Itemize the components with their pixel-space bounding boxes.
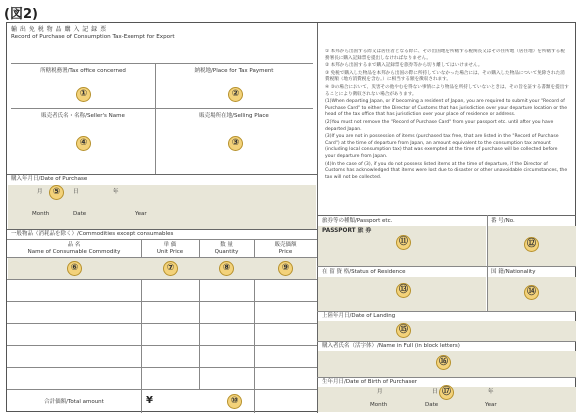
marker-9: ⑨ bbox=[278, 261, 293, 276]
table-row bbox=[7, 389, 317, 390]
purchase-year-jp: 年 bbox=[113, 189, 119, 195]
marker-13: ⑬ bbox=[396, 283, 411, 298]
col-unit-jp: 単 価 bbox=[163, 242, 177, 248]
marker-8: ⑧ bbox=[219, 261, 234, 276]
marker-7: ⑦ bbox=[163, 261, 178, 276]
marker-2: ② bbox=[228, 87, 243, 102]
purchase-year-en: Year bbox=[135, 211, 147, 217]
birth-year-jp: 年 bbox=[488, 389, 494, 395]
col-qty-en: Quantity bbox=[214, 249, 239, 255]
table-row-shaded bbox=[8, 258, 316, 279]
landing-area bbox=[318, 321, 576, 341]
note-jp-3: ③ 免税で購入した物品を本邦から出国の際に所持していなかった場合には、その購入した物品について免除された消費税額（地方消費税を含む。）に相当する額を徴収されます。 bbox=[325, 70, 565, 83]
rule bbox=[11, 63, 313, 64]
table-row bbox=[7, 323, 317, 324]
marker-12: ⑫ bbox=[524, 237, 539, 252]
form-title-jp: 輸 出 免 税 物 品 購 入 記 録 票 bbox=[11, 26, 107, 33]
birth-month-jp: 月 bbox=[377, 389, 383, 395]
note-en-4: (4)In the case of (3), if you do not possess listed items at the time of departure, if the Director of Customs has acknowledged that items were lost due to disaster or other unavoidable circumstances, the tax will not be collected. bbox=[325, 161, 568, 180]
form-title-en: Record of Purchase of Consumption Tax-Exempt for Export bbox=[11, 34, 175, 40]
purchase-record-form bbox=[6, 22, 576, 412]
notes-text bbox=[325, 49, 569, 182]
note-en-3: (3)If you are not in possession of items (purchased tax free, that are listed in the "Record of Purchase Card") at the time of departure from Japan, an amount equivalent to the consumption tax amount (including local consumption tax) that was exempted at the time of purchase will be collected before your departure from Japan. bbox=[325, 134, 559, 159]
commodities-label: 一般物品（消耗品を除く）/Commodities except consumables bbox=[11, 231, 174, 237]
col-qty-jp: 数 量 bbox=[220, 242, 233, 248]
passport-type-value: PASSPORT 旅 券 bbox=[322, 228, 372, 234]
purchase-month-en: Month bbox=[32, 211, 50, 217]
passport-type-label: 旅券等の種類/Passport etc. bbox=[322, 218, 393, 224]
date-of-purchase-label: 購入年月日/Date of Purchase bbox=[11, 176, 88, 182]
yen-symbol: ¥ bbox=[146, 395, 153, 406]
marker-1: ① bbox=[76, 87, 91, 102]
purchase-month-jp: 月 bbox=[37, 189, 43, 195]
col-name-jp: 品 名 bbox=[67, 242, 81, 248]
marker-17: ⑰ bbox=[439, 385, 454, 400]
marker-5: ⑤ bbox=[49, 185, 64, 200]
col-price-jp: 販売価額 bbox=[274, 242, 297, 248]
rule bbox=[7, 174, 317, 175]
landing-label: 上陸年月日/Date of Landing bbox=[322, 313, 396, 319]
note-jp-2: ② 本邦から出国するまで購入記録票を旅券等から切り離してはいけません。 bbox=[325, 63, 483, 69]
table-row bbox=[7, 345, 317, 346]
birth-year-en: Year bbox=[485, 402, 497, 408]
marker-3: ③ bbox=[228, 136, 243, 151]
table-row bbox=[7, 301, 317, 302]
rule bbox=[317, 266, 576, 267]
marker-11: ⑪ bbox=[396, 235, 411, 250]
rule bbox=[317, 341, 576, 342]
marker-14: ⑭ bbox=[524, 285, 539, 300]
birth-month-en: Month bbox=[370, 402, 388, 408]
table-row bbox=[7, 367, 317, 368]
status-label: 在 留 資 格/Status of Residence bbox=[322, 269, 406, 275]
marker-4: ④ bbox=[76, 136, 91, 151]
note-en-1: (1)When departing Japan, or if becoming a resident of Japan, you are required to submit your "Record of Purchase Card" to either the Director of Customs that has jurisdiction over your departure location or the head of the tax office that has jurisdiction over your place of residence or address. bbox=[325, 99, 568, 118]
purchase-day-jp: 日 bbox=[73, 189, 79, 195]
marker-16: ⑯ bbox=[436, 355, 451, 370]
tax-place-label: 納税地/Place for Tax Payment bbox=[194, 68, 274, 74]
purchase-day-en: Date bbox=[73, 211, 87, 217]
nationality-label: 国 籍/Nationality bbox=[491, 269, 536, 275]
seller-name-label: 販売者氏名・名称/Seller's Name bbox=[41, 113, 125, 119]
col-unit-en: Unit Price bbox=[156, 249, 184, 255]
rule bbox=[317, 215, 576, 216]
rule bbox=[317, 377, 576, 378]
marker-6: ⑥ bbox=[67, 261, 82, 276]
figure-title: (図2) bbox=[4, 7, 38, 22]
note-jp-4: ④ ③の場合において、災害その他やむを得ない事情により物品を所持していないときは、その旨を証する書類を提出することにより徴収されない場合があります。 bbox=[325, 84, 569, 97]
rule bbox=[317, 311, 576, 312]
birth-label: 生年月日/Date of Birth of Purchaser bbox=[322, 379, 418, 385]
note-jp-1: ① 本邦から出国する際又は居住者となる際に、その出国地を所轄する税関長又はその住所地（居住地）を所轄する税務署長に購入記録票を提出しなければなりません。 bbox=[325, 49, 565, 61]
marker-10: ⑩ bbox=[227, 394, 242, 409]
col-name-en: Name of Consumable Commodity bbox=[27, 249, 121, 255]
purchaser-name-label: 購入者氏名（活字体）/Name in Full (in block letters) bbox=[322, 343, 460, 349]
tax-office-label: 所轄税務署/Tax office concerned bbox=[40, 68, 126, 74]
marker-15: ⑮ bbox=[396, 323, 411, 338]
note-en-2: (2)You must not remove the "Record of Purchase Card" from your passport etc. until after you have departed Japan. bbox=[325, 119, 554, 132]
birth-day-jp: 日 bbox=[432, 389, 438, 395]
selling-place-label: 販売場所在地/Selling Place bbox=[199, 113, 269, 119]
total-label: 合計価額/Total amount bbox=[44, 399, 104, 405]
rule bbox=[11, 108, 313, 109]
col-price-en: Price bbox=[278, 249, 293, 255]
table-row bbox=[7, 279, 317, 280]
passport-no-label: 番 号/No. bbox=[491, 218, 515, 224]
rule bbox=[7, 239, 317, 240]
birth-day-en: Date bbox=[425, 402, 439, 408]
rule bbox=[7, 229, 317, 230]
